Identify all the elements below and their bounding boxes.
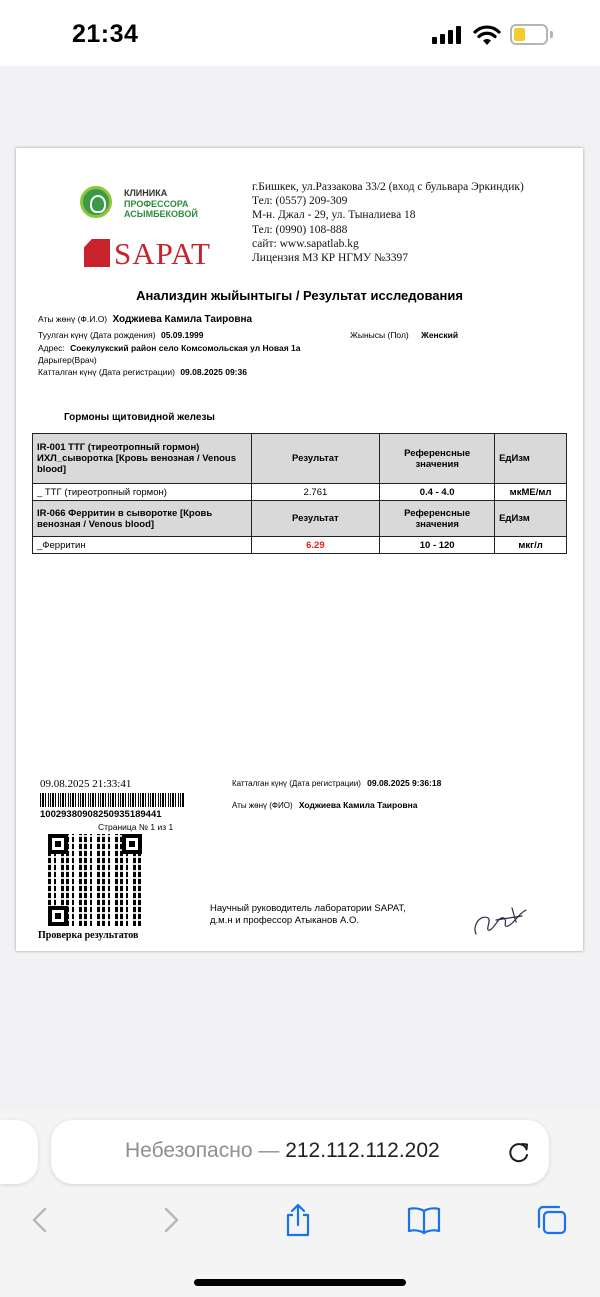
address-line: Лицензия МЗ КР НГМУ №3397 — [252, 252, 409, 265]
footer-fio-value: Ходжиева Камила Таировна — [298, 800, 418, 810]
battery-tip — [550, 31, 553, 38]
lab-result-document — [16, 148, 583, 951]
test-header: IR-066 Ферритин в сыворотке [Кровь венозная / Venous blood] — [33, 501, 252, 537]
qr-code-icon[interactable] — [48, 834, 142, 926]
lab-head-line: Научный руководитель лаборатории SAPAT, — [210, 903, 406, 914]
battery-icon — [510, 24, 548, 45]
dob-label: Туулган күнү (Дата рождения) — [38, 330, 156, 340]
table-row — [33, 484, 567, 501]
registration-date — [38, 367, 247, 377]
col-unit-header: ЕдИзм — [495, 434, 567, 484]
analyte-reference: 10 - 120 — [380, 537, 495, 554]
address-line: М-н. Джал - 29, ул. Тыналиева 18 — [252, 209, 416, 222]
sex-label: Жынысы (Пол) — [350, 330, 409, 340]
footer-fio-label: Аты жөнү (ФИО) — [232, 801, 293, 810]
barcode-icon — [40, 793, 184, 807]
clinic-logo-line: КЛИНИКА — [124, 188, 168, 198]
col-unit-header: ЕдИзм — [495, 501, 567, 537]
reg-value: 09.08.2025 09:36 — [180, 367, 247, 377]
lab-head-signature-text — [210, 903, 406, 927]
analyte-name: _Ферритин — [33, 537, 252, 554]
footer-registration — [232, 778, 441, 788]
url-host: 212.112.112.202 — [285, 1139, 440, 1162]
doctor-label: Дарыгер(Врач) — [38, 355, 97, 365]
address-label: Адрес: — [38, 343, 65, 353]
bookmarks-button[interactable] — [406, 1202, 442, 1238]
book-icon — [406, 1205, 442, 1235]
clinic-logo — [80, 180, 210, 226]
status-time: 21:34 — [72, 20, 139, 48]
fio-label: Аты жөнү (Ф.И.О) — [38, 314, 108, 324]
col-ref-header: Референсные значения — [380, 434, 495, 484]
address-value: Соекулукский район село Комсомольская ул Новая 1а — [70, 343, 301, 353]
patient-fio — [38, 314, 252, 325]
analyte-result: 2.761 — [251, 484, 380, 501]
clinic-logo-line: АСЫМБЕКОВОЙ — [124, 209, 198, 219]
forward-button[interactable] — [153, 1202, 189, 1238]
lab-head-line: д.м.н и профессор Атыканов А.О. — [210, 915, 359, 926]
results-table — [32, 433, 567, 554]
analyte-reference: 0.4 - 4.0 — [380, 484, 495, 501]
share-icon — [283, 1203, 313, 1237]
table-header-row — [33, 434, 567, 484]
page-number: Страница № 1 из 1 — [98, 822, 174, 832]
analyte-result-abnormal: 6.29 — [251, 537, 380, 554]
analyte-name: _ ТТГ (тиреотропный гормон) — [33, 484, 252, 501]
back-button[interactable] — [22, 1202, 58, 1238]
footer-reg-value: 09.08.2025 9:36:18 — [367, 778, 442, 788]
sapat-mark-icon — [84, 239, 110, 267]
print-datetime: 09.08.2025 21:33:41 — [40, 778, 132, 790]
previous-tab-peek[interactable] — [0, 1120, 38, 1184]
analyte-unit: мкМЕ/мл — [495, 484, 567, 501]
reload-icon[interactable] — [506, 1139, 532, 1165]
clinic-logo-line: ПРОФЕССОРА — [124, 198, 189, 209]
wifi-icon — [473, 24, 501, 46]
address-bar-text[interactable] — [125, 1139, 440, 1163]
sapat-logo — [84, 236, 214, 270]
section-title: Гормоны щитовидной железы — [64, 412, 215, 423]
address-bar[interactable] — [51, 1120, 549, 1184]
patient-sex — [350, 330, 458, 340]
table-header-row — [33, 501, 567, 537]
patient-address — [38, 343, 300, 353]
qr-caption: Проверка результатов — [38, 930, 139, 941]
tabs-icon — [535, 1203, 569, 1237]
address-line: сайт: www.sapatlab.kg — [252, 237, 359, 250]
footer-fio — [232, 800, 418, 810]
col-ref-header: Референсные значения — [380, 501, 495, 537]
insecure-label: Небезопасно — — [125, 1139, 286, 1162]
col-result-header: Результат — [251, 501, 380, 537]
address-line: Тел: (0557) 209-309 — [252, 195, 348, 208]
col-result-header: Результат — [251, 434, 380, 484]
sapat-wordmark: SAPAT — [114, 236, 211, 271]
analyte-unit: мкг/л — [495, 537, 567, 554]
barcode-number: 1002938090825093518944​1 — [40, 809, 162, 820]
chevron-left-icon — [30, 1206, 50, 1234]
table-row — [33, 537, 567, 554]
cellular-signal-icon — [432, 26, 464, 44]
test-header: IR-001 ТТГ (тиреотропный гормон) ИХЛ_сыворотка [Кровь венозная / Venous blood] — [33, 434, 252, 484]
reg-label: Катталган күнү (Дата регистрации) — [38, 367, 175, 377]
document-title: Анализдин жыйынтыгы / Результат исследования — [136, 288, 463, 303]
clinic-emblem-icon — [80, 186, 112, 218]
clinic-address-block — [252, 180, 524, 265]
patient-dob — [38, 330, 204, 340]
tabs-button[interactable] — [534, 1202, 570, 1238]
chevron-right-icon — [161, 1206, 181, 1234]
address-line: Тел: (0990) 108-888 — [252, 223, 348, 236]
sex-value: Женский — [421, 330, 459, 340]
home-indicator[interactable] — [194, 1279, 406, 1286]
footer-reg-label: Катталган күнү (Дата регистрации) — [232, 779, 361, 788]
share-button[interactable] — [280, 1202, 316, 1238]
signature-image — [468, 900, 530, 940]
fio-value: Ходжиева Камила Таировна — [112, 314, 253, 325]
dob-value: 05.09.1999 — [160, 330, 204, 340]
status-bar — [0, 0, 600, 66]
address-line: г.Бишкек, ул.Раззакова 33/2 (вход с бульвара Эркиндик) — [252, 181, 524, 193]
